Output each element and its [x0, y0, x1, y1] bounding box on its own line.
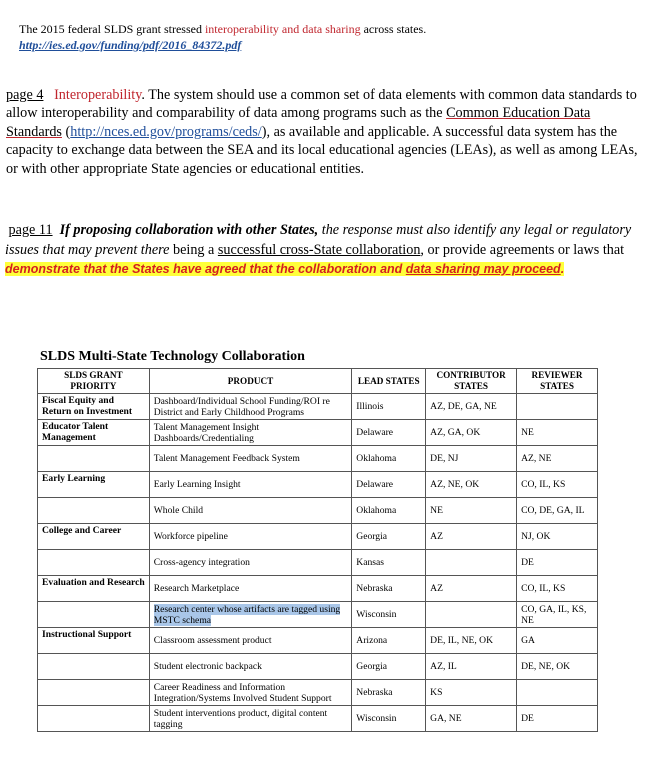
priority-cell: Evaluation and Research	[38, 576, 150, 602]
reviewer-cell	[517, 394, 598, 420]
reviewer-cell: NJ, OK	[517, 524, 598, 550]
priority-cell	[38, 498, 150, 524]
header-lead: LEAD STATES	[352, 369, 426, 394]
product-cell: Career Readiness and Information Integration/Systems Involved Student Support	[149, 680, 352, 706]
contributor-cell: DE, NJ	[426, 446, 517, 472]
page11-plain-a: being a	[169, 241, 218, 258]
contributor-cell: DE, IL, NE, OK	[426, 628, 517, 654]
product-cell: Classroom assessment product	[149, 628, 352, 654]
reviewer-cell: AZ, NE	[517, 446, 598, 472]
intro-block	[19, 22, 426, 53]
collaboration-table	[37, 368, 598, 732]
lead-cell: Georgia	[352, 654, 426, 680]
priority-cell	[38, 706, 150, 732]
priority-cell	[38, 550, 150, 576]
product-cell: Whole Child	[149, 498, 352, 524]
priority-cell: Educator Talent Management	[38, 420, 150, 446]
product-cell: Dashboard/Individual School Funding/ROI re District and Early Childhood Programs	[149, 394, 352, 420]
reviewer-cell: CO, GA, IL, KS, NE	[517, 602, 598, 628]
reviewer-cell: CO, IL, KS	[517, 472, 598, 498]
header-priority: SLDS GRANT PRIORITY	[38, 369, 150, 394]
contributor-cell: AZ, NE, OK	[426, 472, 517, 498]
intro-sentence	[19, 22, 426, 37]
header-product: PRODUCT	[149, 369, 352, 394]
product-cell	[149, 602, 352, 628]
table-row	[38, 550, 598, 576]
intro-highlight: interoperability and data sharing	[204, 22, 361, 36]
table-row	[38, 628, 598, 654]
reviewer-cell: CO, DE, GA, IL	[517, 498, 598, 524]
contributor-cell: GA, NE	[426, 706, 517, 732]
contributor-cell: KS	[426, 680, 517, 706]
page11-ref: page 11	[8, 222, 53, 238]
lead-cell: Illinois	[352, 394, 426, 420]
contributor-cell: NE	[426, 498, 517, 524]
contributor-cell	[426, 550, 517, 576]
product-cell: Talent Management Insight Dashboards/Credentialing	[149, 420, 352, 446]
reviewer-cell: DE	[517, 550, 598, 576]
contributor-cell: AZ, DE, GA, NE	[426, 394, 517, 420]
table-row	[38, 498, 598, 524]
intro-link[interactable]: http://ies.ed.gov/funding/pdf/2016_84372.pdf	[19, 38, 242, 52]
page4-body-a: . The system should use a common set of data elements with common data standards to allow interoperability and comparability of data among programs such as the	[6, 87, 637, 122]
table-row	[38, 680, 598, 706]
ceds-link[interactable]: http://nces.ed.gov/programs/ceds/	[70, 123, 262, 140]
page11-plain-b: , or provide agreements or laws that	[420, 241, 625, 258]
header-reviewer: REVIEWER STATES	[517, 369, 598, 394]
table-title: SLDS Multi-State Technology Collaboration	[40, 349, 305, 364]
table-row	[38, 654, 598, 680]
table-row	[38, 472, 598, 498]
table-body	[38, 394, 598, 732]
page4-body-b: ), as available and applicable. A successful data system has the capacity to exchange data between the SEA and its local educational agencies (LEAs), as well as among LEAs, or with other appropriate State agencies or educational entities.	[6, 123, 638, 177]
product-cell: Student interventions product, digital content tagging	[149, 706, 352, 732]
lead-cell: Wisconsin	[352, 602, 426, 628]
page11-end-dot: .	[560, 262, 565, 276]
page4-paren: (	[61, 123, 71, 140]
header-contributor: CONTRIBUTOR STATES	[426, 369, 517, 394]
product-cell: Student electronic backpack	[149, 654, 352, 680]
intro-suffix: across states.	[360, 22, 427, 36]
page11-highlight-a: demonstrate that the States have agreed that the collaboration and	[5, 262, 406, 276]
lead-cell: Wisconsin	[352, 706, 426, 732]
contributor-cell	[426, 602, 517, 628]
table-row	[38, 706, 598, 732]
reviewer-cell: CO, IL, KS	[517, 576, 598, 602]
product-cell: Early Learning Insight	[149, 472, 352, 498]
page4-ref: page 4	[6, 87, 44, 103]
priority-cell: Early Learning	[38, 472, 150, 498]
lead-cell: Oklahoma	[352, 498, 426, 524]
selected-text: Research center whose artifacts are tagged using MSTC schema	[153, 603, 341, 626]
lead-cell: Nebraska	[352, 680, 426, 706]
lead-cell: Arizona	[352, 628, 426, 654]
priority-cell: College and Career	[38, 524, 150, 550]
priority-cell: Fiscal Equity and Return on Investment	[38, 394, 150, 420]
reviewer-cell: DE, NE, OK	[517, 654, 598, 680]
table-row	[38, 576, 598, 602]
page11-highlight	[5, 262, 564, 276]
product-cell: Cross-agency integration	[149, 550, 352, 576]
table-row	[38, 524, 598, 550]
lead-cell: Kansas	[352, 550, 426, 576]
intro-prefix: The 2015 federal SLDS grant stressed	[19, 22, 205, 36]
contributor-cell: AZ	[426, 524, 517, 550]
table-row	[38, 420, 598, 446]
page11-underlined: successful cross-State collaboration	[217, 241, 421, 258]
product-cell: Research Marketplace	[149, 576, 352, 602]
table-row	[38, 602, 598, 628]
ceds-label: Common Education Data Standards	[6, 105, 591, 140]
table-row	[38, 446, 598, 472]
reviewer-cell: GA	[517, 628, 598, 654]
page11-paragraph	[5, 221, 647, 280]
reviewer-cell: NE	[517, 420, 598, 446]
lead-cell: Georgia	[352, 524, 426, 550]
priority-cell	[38, 654, 150, 680]
contributor-cell: AZ	[426, 576, 517, 602]
lead-cell: Oklahoma	[352, 446, 426, 472]
table-row	[38, 394, 598, 420]
lead-cell: Nebraska	[352, 576, 426, 602]
table-header-row	[38, 369, 598, 394]
priority-cell: Instructional Support	[38, 628, 150, 654]
product-cell: Workforce pipeline	[149, 524, 352, 550]
contributor-cell: AZ, IL	[426, 654, 517, 680]
priority-cell	[38, 602, 150, 628]
priority-cell	[38, 446, 150, 472]
page4-heading: Interoperability	[54, 87, 142, 103]
reviewer-cell: DE	[517, 706, 598, 732]
product-cell: Talent Management Feedback System	[149, 446, 352, 472]
lead-cell: Delaware	[352, 472, 426, 498]
lead-cell: Delaware	[352, 420, 426, 446]
contributor-cell: AZ, GA, OK	[426, 420, 517, 446]
page11-italic: the response must also identify any legal or regulatory issues that may prevent there	[5, 222, 632, 258]
priority-cell	[38, 680, 150, 706]
page11-highlight-b: data sharing may proceed	[405, 262, 561, 276]
page11-bold-lead: If proposing collaboration with other States,	[59, 222, 319, 238]
reviewer-cell	[517, 680, 598, 706]
page4-paragraph	[6, 86, 642, 178]
